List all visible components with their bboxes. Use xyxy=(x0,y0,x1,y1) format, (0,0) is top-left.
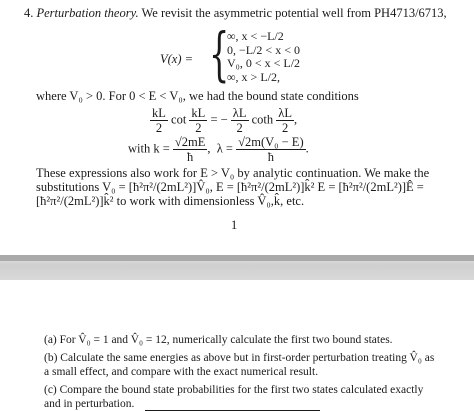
definitions-equation xyxy=(128,135,309,164)
page-separator-shadow xyxy=(0,255,474,261)
case-row: 0, −L/2 < x < 0 xyxy=(227,42,300,57)
page-number: 1 xyxy=(231,218,238,232)
problem-intro: We revisit the asymmetric potential well from PH4713/6713, xyxy=(141,6,447,20)
frac-num: λL xyxy=(232,106,247,120)
cot-label: cot xyxy=(171,112,187,127)
equals-minus: = − xyxy=(210,112,228,127)
frac-num: λL xyxy=(278,106,292,120)
para-line: These expressions also work for E > V₀ by analytic continuation. We make the xyxy=(36,166,430,180)
period: . xyxy=(305,141,309,156)
case-row: V₀, 0 < x < L/2 xyxy=(227,56,301,70)
frac-num: kL xyxy=(152,106,166,120)
problem-title: Perturbation theory. xyxy=(36,6,139,20)
frac-den: 2 xyxy=(282,121,289,135)
question-b-cont: a small effect, and compare with the exact numerical result. xyxy=(44,366,319,378)
frac-den: 2 xyxy=(236,121,243,135)
comma: , xyxy=(207,141,211,156)
question-c: (c) Compare the bound state probabilities for the first two states calculated exactly xyxy=(44,384,424,396)
question-b: (b) Calculate the same energies as above but in first-order perturbation treating V̂₀ as xyxy=(44,352,435,364)
frac-num: kL xyxy=(191,106,206,120)
frac-den: ħ xyxy=(187,150,194,164)
problem-header xyxy=(24,6,447,21)
frac-den: 2 xyxy=(195,121,202,135)
case-row: ∞, x > L/2, xyxy=(227,69,280,84)
bound-equation xyxy=(150,106,297,135)
left-brace: { xyxy=(209,20,230,88)
frac-den: 2 xyxy=(155,121,163,135)
para-line: substitutions V₀ = [ħ²π²/(2mL²)]V̂₀, E = [ħ²π²/(2mL²)]k̂² E = [ħ²π²/(2mL²)]Ê = xyxy=(36,180,424,194)
bound-intro: where V₀ > 0. For 0 < E < V₀, we had the bound state conditions xyxy=(36,89,359,103)
question-a: (a) For V̂₀ = 1 and V̂₀ = 12, numerically calculate the first two bound states. xyxy=(44,334,393,346)
coth-label: coth xyxy=(251,112,274,127)
frac-den: ħ xyxy=(267,150,274,164)
question-c-cont: and in perturbation. xyxy=(44,398,135,410)
comma: , xyxy=(293,112,298,127)
potential-lhs: V(x) = xyxy=(160,52,194,66)
potential-cases xyxy=(227,30,300,84)
para-line: [ħ²π²/(2mL²)]k̂² to work with dimensionless V̂₀,k̂, etc. xyxy=(36,194,305,208)
case-row: ∞, x < −L/2 xyxy=(227,29,284,43)
frac-num: √2mE xyxy=(174,135,206,149)
lambda-label: λ = xyxy=(216,141,233,156)
problem-number: 4. xyxy=(24,6,34,20)
with-k-label: with k = xyxy=(128,141,170,156)
frac-num: √2m(V₀ − E) xyxy=(238,135,304,149)
